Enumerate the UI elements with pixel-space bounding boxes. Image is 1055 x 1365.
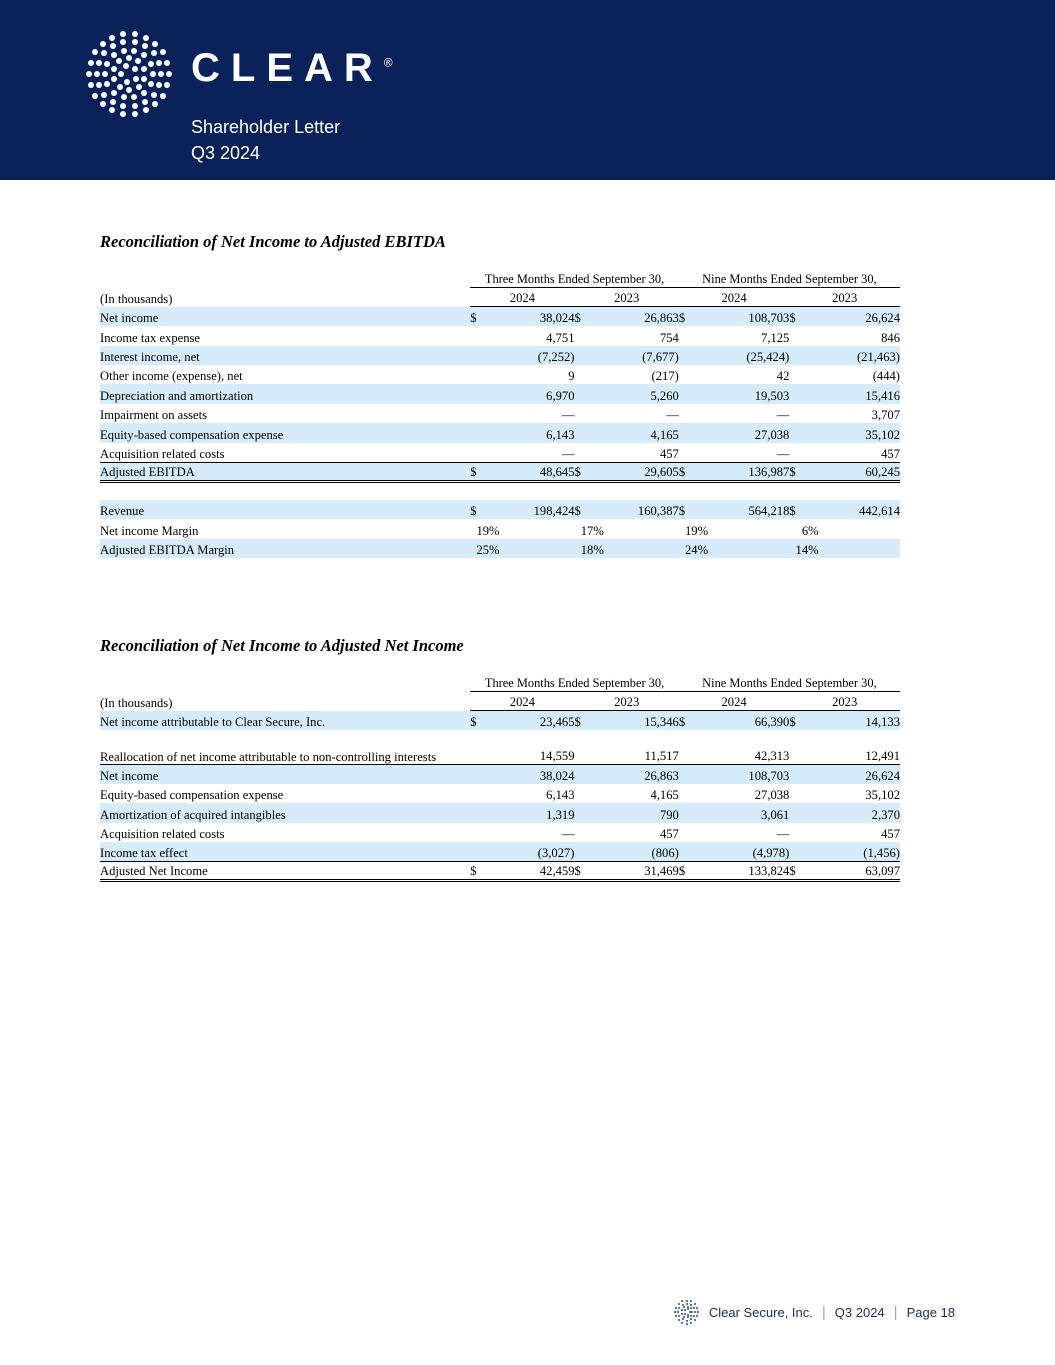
- row-label: Other income (expense), net: [100, 369, 243, 384]
- row-value: (4,978): [752, 845, 790, 860]
- row-label: Revenue: [100, 504, 145, 519]
- table-group-header-row: [100, 676, 900, 692]
- section-title-ebitda: Reconciliation of Net Income to Adjusted EBITDA: [100, 232, 446, 251]
- row-value: —: [776, 408, 790, 423]
- row-value: 19: [476, 523, 490, 538]
- row-label: Acquisition related costs: [100, 446, 225, 461]
- table-row: [100, 764, 900, 783]
- currency-symbol: [470, 346, 489, 365]
- group-header-nine-months: Nine Months Ended September 30,: [679, 272, 900, 288]
- row-value: 4,165: [650, 427, 679, 442]
- clear-dot-logo-icon: [85, 30, 173, 118]
- row-label: Adjusted EBITDA: [100, 462, 470, 481]
- currency-symbol: [679, 443, 698, 462]
- row-value: 63,097: [808, 861, 900, 880]
- table-row: [100, 730, 900, 764]
- row-value: —: [776, 446, 790, 461]
- currency-symbol: $: [789, 715, 796, 730]
- row-value: 5,260: [650, 388, 679, 403]
- percent-sign: %: [697, 523, 709, 538]
- percent-sign: %: [808, 543, 819, 558]
- currency-symbol: [679, 404, 698, 423]
- table-spacer: [100, 483, 900, 500]
- currency-symbol: [575, 784, 594, 803]
- row-label: Net income: [100, 311, 159, 326]
- row-value: 26,863: [644, 311, 679, 326]
- row-label: Depreciation and amortization: [100, 388, 254, 403]
- currency-symbol: $: [789, 504, 796, 519]
- row-value: 19,503: [754, 388, 790, 403]
- currency-symbol: [679, 764, 698, 783]
- row-label: Net income Margin: [100, 523, 199, 538]
- row-value: 457: [659, 826, 679, 841]
- currency-symbol: $: [574, 504, 581, 519]
- currency-symbol: $: [789, 462, 808, 481]
- currency-symbol: [789, 443, 808, 462]
- currency-symbol: [575, 730, 594, 764]
- percent-sign: %: [489, 543, 500, 558]
- currency-symbol: [679, 346, 698, 365]
- table-row: [100, 326, 900, 345]
- footer-company: Clear Secure, Inc.: [708, 1304, 813, 1320]
- row-value: (7,252): [537, 350, 575, 365]
- row-value: 3,061: [761, 807, 790, 822]
- brand-label: CLEAR: [191, 46, 384, 90]
- row-value: 31,469: [593, 861, 679, 880]
- currency-symbol: [679, 803, 698, 822]
- currency-symbol: [575, 823, 594, 842]
- units-label: (In thousands): [100, 695, 173, 710]
- currency-symbol: [679, 730, 698, 764]
- currency-symbol: [789, 346, 808, 365]
- row-value: 48,645: [489, 462, 575, 481]
- row-value: —: [561, 446, 575, 461]
- footer-divider-2: |: [893, 1303, 898, 1321]
- currency-symbol: [789, 764, 808, 783]
- currency-symbol: [789, 823, 808, 842]
- currency-symbol: [789, 365, 808, 384]
- document-subtitle: [191, 114, 393, 166]
- table-year-header-row: [100, 288, 900, 307]
- row-value: —: [561, 408, 575, 423]
- currency-symbol: [789, 423, 808, 442]
- row-label: Equity-based compensation expense: [100, 427, 284, 442]
- row-label: Amortization of acquired intangibles: [100, 807, 286, 822]
- table-row: [100, 365, 900, 384]
- currency-symbol: [789, 384, 808, 403]
- currency-symbol: [470, 326, 489, 345]
- currency-symbol: [575, 326, 594, 345]
- row-value: 12,491: [865, 748, 900, 763]
- percent-sign: %: [808, 523, 819, 538]
- row-value: 11,517: [644, 748, 679, 763]
- currency-symbol: [470, 443, 489, 462]
- footer-quarter: Q3 2024: [834, 1304, 885, 1320]
- footer-page-number: Page 18: [906, 1304, 955, 1320]
- row-value: 15,346: [644, 715, 679, 730]
- currency-symbol: $: [575, 861, 594, 880]
- percent-sign: %: [593, 543, 604, 558]
- currency-symbol: $: [678, 311, 686, 326]
- currency-symbol: [789, 404, 808, 423]
- currency-symbol: [789, 803, 808, 822]
- currency-symbol: [789, 326, 808, 345]
- currency-symbol: $: [574, 715, 581, 730]
- currency-symbol: $: [679, 462, 698, 481]
- row-value: 42: [776, 369, 790, 384]
- row-label: Interest income, net: [100, 350, 200, 365]
- table-adjusted-ebitda-revenue: [100, 483, 900, 558]
- row-label: Reallocation of net income attributable to non-controlling interests: [100, 749, 437, 764]
- currency-symbol: [679, 384, 698, 403]
- row-value: (806): [651, 845, 679, 860]
- row-value: 846: [881, 330, 900, 345]
- row-value: 35,102: [865, 788, 900, 803]
- group-header-nine-months: Nine Months Ended September 30,: [679, 676, 900, 692]
- subtitle-line-2: Q3 2024: [191, 143, 261, 164]
- currency-symbol: [575, 443, 594, 462]
- row-value: 25: [476, 543, 490, 558]
- table-row: [100, 423, 900, 442]
- row-value: 790: [659, 807, 679, 822]
- row-value: 26,624: [808, 764, 900, 783]
- row-value: 14,133: [865, 715, 900, 730]
- row-value: 14: [795, 543, 809, 558]
- row-label: Income tax expense: [100, 330, 201, 345]
- row-value: 2,370: [871, 807, 900, 822]
- row-value: 19: [685, 523, 698, 538]
- registered-mark: ®: [383, 55, 393, 70]
- currency-symbol: [679, 326, 698, 345]
- percent-sign: %: [489, 523, 500, 538]
- percent-sign: %: [593, 523, 604, 538]
- currency-symbol: [470, 423, 489, 442]
- currency-symbol: [679, 423, 698, 442]
- table-row: [100, 500, 900, 519]
- currency-symbol: [575, 365, 594, 384]
- row-value: (21,463): [856, 350, 900, 365]
- row-value: (3,027): [537, 845, 575, 860]
- table-row: [100, 307, 900, 326]
- currency-symbol: [470, 784, 489, 803]
- row-value: 6,143: [546, 427, 575, 442]
- row-value: —: [561, 826, 575, 841]
- row-value: 1,319: [546, 807, 575, 822]
- currency-symbol: [575, 346, 594, 365]
- row-value: 4,751: [546, 330, 575, 345]
- table-row: [100, 711, 900, 730]
- currency-symbol: [679, 365, 698, 384]
- currency-symbol: $: [470, 715, 477, 730]
- row-value: 38,024: [489, 764, 575, 783]
- header-brand-block: [85, 30, 393, 166]
- row-value: 754: [659, 330, 679, 345]
- row-value: 198,424: [533, 504, 575, 519]
- currency-symbol: [470, 365, 489, 384]
- currency-symbol: [789, 842, 808, 861]
- currency-symbol: $: [678, 715, 686, 730]
- currency-symbol: [679, 784, 698, 803]
- row-label: Adjusted Net Income: [100, 861, 470, 880]
- row-value: 15,416: [865, 388, 900, 403]
- table-row: [100, 784, 900, 803]
- row-value: 136,987: [698, 462, 790, 481]
- year-header-2023-ytd: 2023: [789, 692, 900, 711]
- year-header-2023-q: 2023: [575, 692, 679, 711]
- currency-symbol: $: [470, 504, 477, 519]
- currency-symbol: $: [470, 462, 489, 481]
- row-value: 42,459: [489, 861, 575, 880]
- row-value: 133,824: [698, 861, 790, 880]
- row-label: Equity-based compensation expense: [100, 788, 284, 803]
- table-row: [100, 384, 900, 403]
- table-adjusted-net-income: [100, 676, 900, 882]
- row-value: 26,863: [593, 764, 679, 783]
- row-label: Net income: [100, 764, 470, 783]
- currency-symbol: [470, 764, 489, 783]
- row-value: (7,677): [642, 350, 679, 365]
- row-value: —: [776, 826, 790, 841]
- row-value: (444): [872, 369, 900, 384]
- group-header-three-months: Three Months Ended September 30,: [470, 676, 679, 692]
- currency-symbol: [575, 803, 594, 822]
- currency-symbol: $: [789, 861, 808, 880]
- table-row: [100, 443, 900, 462]
- document-content: [0, 232, 1055, 882]
- row-value: 9: [568, 369, 575, 384]
- row-value: 24: [685, 543, 698, 558]
- row-value: 6,970: [546, 388, 575, 403]
- row-value: 29,605: [593, 462, 679, 481]
- row-value: 14,559: [539, 748, 575, 763]
- row-label: Adjusted EBITDA Margin: [100, 543, 235, 558]
- row-value: 42,313: [754, 748, 790, 763]
- row-value: 7,125: [761, 330, 790, 345]
- page-header: [0, 0, 1055, 180]
- currency-symbol: [789, 784, 808, 803]
- row-label: Impairment on assets: [100, 408, 208, 423]
- section-title-net-income: Reconciliation of Net Income to Adjusted Net Income: [100, 636, 464, 656]
- group-header-three-months: Three Months Ended September 30,: [470, 272, 679, 288]
- table-row: [100, 346, 900, 365]
- table-row: [100, 462, 900, 481]
- row-value: (217): [651, 369, 679, 384]
- currency-symbol: [789, 730, 808, 764]
- year-header-2024-q: 2024: [470, 692, 574, 711]
- row-value: 26,624: [865, 311, 900, 326]
- table-row: [100, 803, 900, 822]
- percent-sign: %: [697, 543, 709, 558]
- subtitle-line-1: Shareholder Letter: [191, 117, 341, 137]
- table-row: [100, 861, 900, 880]
- currency-symbol: [470, 384, 489, 403]
- currency-symbol: [575, 384, 594, 403]
- row-value: 108,703: [698, 764, 790, 783]
- currency-symbol: $: [470, 861, 489, 880]
- year-header-2024-ytd: 2024: [679, 692, 790, 711]
- row-value: 35,102: [865, 427, 900, 442]
- row-value: 457: [881, 826, 900, 841]
- row-value: 23,465: [539, 715, 575, 730]
- row-value: (25,424): [746, 350, 790, 365]
- row-value: 442,614: [859, 504, 900, 519]
- table-row: [100, 823, 900, 842]
- row-value: 3,707: [871, 408, 900, 423]
- row-value: 66,390: [754, 715, 790, 730]
- currency-symbol: [575, 423, 594, 442]
- table-row: [100, 539, 900, 558]
- row-label: Net income attributable to Clear Secure, Inc.: [100, 715, 326, 730]
- currency-symbol: $: [678, 504, 686, 519]
- currency-symbol: [470, 823, 489, 842]
- currency-symbol: [470, 730, 489, 764]
- year-header-2023-ytd: 2023: [789, 288, 900, 307]
- currency-symbol: $: [574, 311, 581, 326]
- row-value: 457: [659, 446, 679, 461]
- table-group-header-row: [100, 272, 900, 288]
- row-value: 60,245: [808, 462, 900, 481]
- row-value: 17: [580, 523, 594, 538]
- row-value: 6: [801, 523, 809, 538]
- currency-symbol: [575, 764, 594, 783]
- row-value: 160,387: [637, 504, 679, 519]
- currency-symbol: [679, 842, 698, 861]
- row-value: 38,024: [539, 311, 575, 326]
- currency-symbol: $: [575, 462, 594, 481]
- year-header-2024-q: 2024: [470, 288, 574, 307]
- table-year-header-row: [100, 692, 900, 711]
- currency-symbol: [470, 404, 489, 423]
- currency-symbol: $: [679, 861, 698, 880]
- row-value: 18: [580, 543, 594, 558]
- currency-symbol: [575, 842, 594, 861]
- row-value: (1,456): [863, 845, 900, 860]
- currency-symbol: [575, 404, 594, 423]
- page-footer: [674, 1299, 955, 1325]
- brand-text-block: [191, 30, 393, 166]
- row-value: 27,038: [754, 427, 790, 442]
- currency-symbol: [470, 842, 489, 861]
- table-row: [100, 404, 900, 423]
- currency-symbol: $: [470, 311, 477, 326]
- units-label: (In thousands): [100, 291, 173, 306]
- year-header-2024-ytd: 2024: [679, 288, 790, 307]
- row-value: 4,165: [650, 788, 679, 803]
- currency-symbol: $: [789, 311, 796, 326]
- row-value: 108,703: [748, 311, 790, 326]
- footer-divider-1: |: [821, 1303, 826, 1321]
- table-row: [100, 519, 900, 538]
- row-value: 457: [881, 446, 900, 461]
- currency-symbol: [679, 823, 698, 842]
- currency-symbol: [470, 803, 489, 822]
- row-value: 564,218: [748, 504, 790, 519]
- table-row: [100, 842, 900, 861]
- clear-dot-logo-small-icon: [674, 1299, 700, 1325]
- row-label: Acquisition related costs: [100, 826, 225, 841]
- row-value: 27,038: [754, 788, 790, 803]
- table-adjusted-ebitda: [100, 272, 900, 483]
- row-value: 6,143: [546, 788, 575, 803]
- brand-name: [191, 48, 393, 88]
- row-value: —: [666, 408, 679, 423]
- year-header-2023-q: 2023: [575, 288, 679, 307]
- row-label: Income tax effect: [100, 845, 188, 860]
